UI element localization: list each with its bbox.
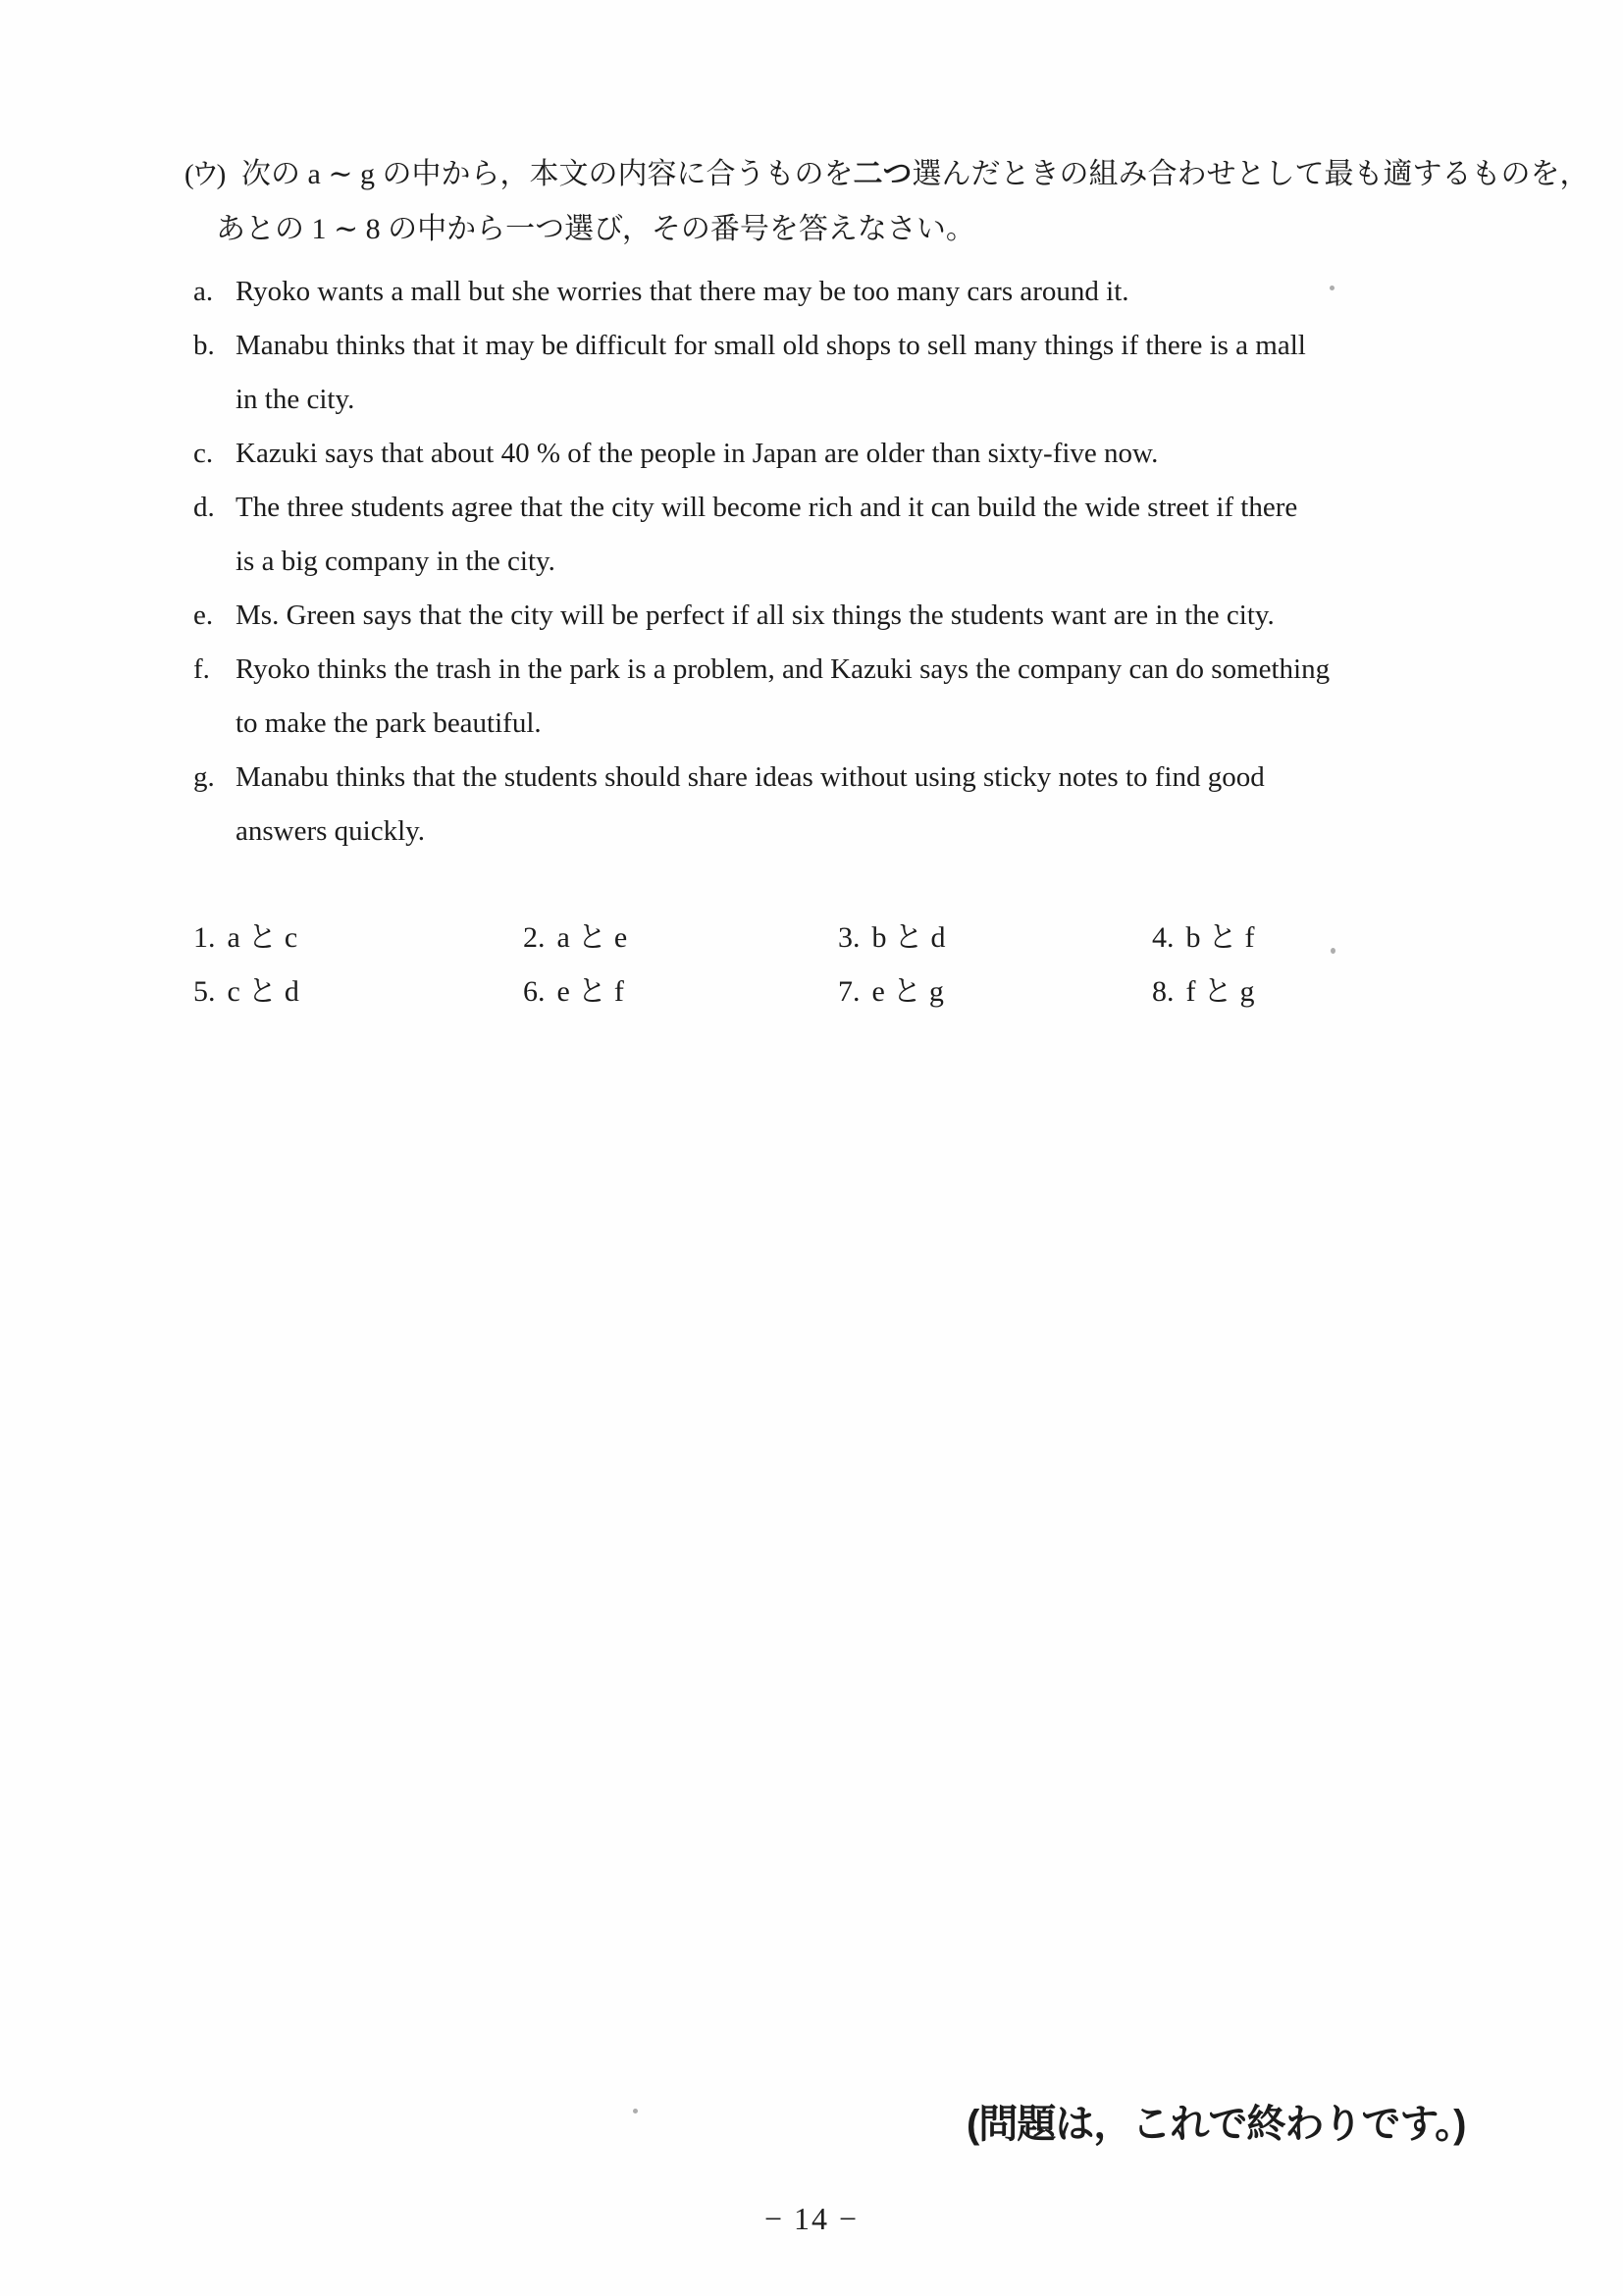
- answer-option-1: [193, 911, 297, 965]
- option-number: 3.: [838, 921, 861, 954]
- option-number: 7.: [838, 975, 861, 1008]
- answer-option-3: [838, 911, 946, 965]
- option-text: f と g: [1185, 975, 1255, 1008]
- choice-label: c.: [193, 438, 214, 469]
- choice-text-line: answers quickly.: [236, 815, 426, 847]
- instruction-line-2: あとの 1 ∼ 8 の中から一つ選び，その番号を答えなさい。: [216, 213, 975, 245]
- option-text: c と d: [227, 975, 299, 1008]
- choice-label: d.: [193, 492, 215, 523]
- choice-text: [236, 481, 1547, 589]
- instruction-line-1: [184, 147, 1589, 202]
- answer-option-5: [193, 965, 299, 1018]
- option-number: 4.: [1152, 921, 1175, 954]
- choice-list: [193, 265, 1547, 859]
- choice-label: e.: [193, 600, 214, 631]
- page-number: − 14 −: [763, 2201, 860, 2236]
- choice-item-b: [193, 319, 1547, 427]
- choice-text-line: Kazuki says that about 40 % of the people in Japan are older than sixty-five now.: [236, 438, 1159, 469]
- choice-item-e: [193, 589, 1547, 643]
- scan-speck: [1331, 948, 1335, 954]
- choice-text: [236, 751, 1547, 859]
- choice-item-c: [193, 427, 1547, 481]
- choice-text-line: The three students agree that the city will become rich and it can build the wide street if there: [236, 492, 1298, 523]
- choice-label: f.: [193, 653, 210, 685]
- choice-item-f: [193, 643, 1547, 751]
- choice-text: [236, 427, 1547, 481]
- end-of-questions-note: (問題は，これで終わりです。): [967, 2103, 1466, 2146]
- choice-item-a: [193, 265, 1547, 319]
- option-text: b と d: [871, 921, 946, 954]
- answer-option-4: [1152, 911, 1255, 965]
- option-number: 8.: [1152, 975, 1175, 1008]
- option-text: a と e: [556, 921, 628, 954]
- option-text: a と c: [227, 921, 298, 954]
- scan-speck: [633, 2109, 638, 2113]
- choice-text-line: is a big company in the city.: [236, 546, 555, 577]
- choice-text-line: Manabu thinks that the students should share ideas without using sticky notes to find good: [236, 761, 1265, 793]
- question-instruction: [184, 147, 1589, 256]
- answer-option-6: [523, 965, 624, 1018]
- scan-speck: [1330, 286, 1335, 290]
- answer-option-2: [523, 911, 627, 965]
- option-text: b と f: [1185, 921, 1255, 954]
- choice-text-line: Ryoko thinks the trash in the park is a problem, and Kazuki says the company can do something: [236, 653, 1331, 685]
- choice-text: [236, 319, 1547, 427]
- option-text: e と g: [871, 975, 944, 1008]
- answer-options: [193, 911, 1498, 1018]
- choice-label: g.: [193, 761, 215, 793]
- answer-options-row-2: [193, 965, 1498, 1018]
- choice-text-line: in the city.: [236, 384, 355, 415]
- answer-options-row-1: [193, 911, 1498, 965]
- option-number: 1.: [193, 921, 216, 954]
- option-number: 5.: [193, 975, 216, 1008]
- choice-text: [236, 589, 1547, 643]
- choice-text: [236, 643, 1547, 751]
- instruction-text-bold: 二つ: [853, 158, 913, 190]
- choice-label: a.: [193, 276, 214, 307]
- option-number: 2.: [523, 921, 546, 954]
- choice-text-line: Ryoko wants a mall but she worries that there may be too many cars around it.: [236, 276, 1129, 307]
- question-marker: (ウ): [184, 159, 224, 190]
- choice-text: [236, 265, 1547, 319]
- choice-label: b.: [193, 330, 215, 361]
- choice-item-g: [193, 751, 1547, 859]
- option-text: e と f: [556, 975, 624, 1008]
- instruction-text-post: 選んだときの組み合わせとして最も適するものを，: [912, 158, 1590, 190]
- choice-text-line: Ms. Green says that the city will be perfect if all six things the students want are in the city.: [236, 600, 1275, 631]
- option-number: 6.: [523, 975, 546, 1008]
- choice-text-line: Manabu thinks that it may be difficult for small old shops to sell many things if there is a mall: [236, 330, 1306, 361]
- choice-item-d: [193, 481, 1547, 589]
- instruction-text-pre: 次の a ∼ g の中から，本文の内容に合うものを: [241, 158, 854, 190]
- answer-option-7: [838, 965, 944, 1018]
- choice-text-line: to make the park beautiful.: [236, 707, 542, 739]
- answer-option-8: [1152, 965, 1255, 1018]
